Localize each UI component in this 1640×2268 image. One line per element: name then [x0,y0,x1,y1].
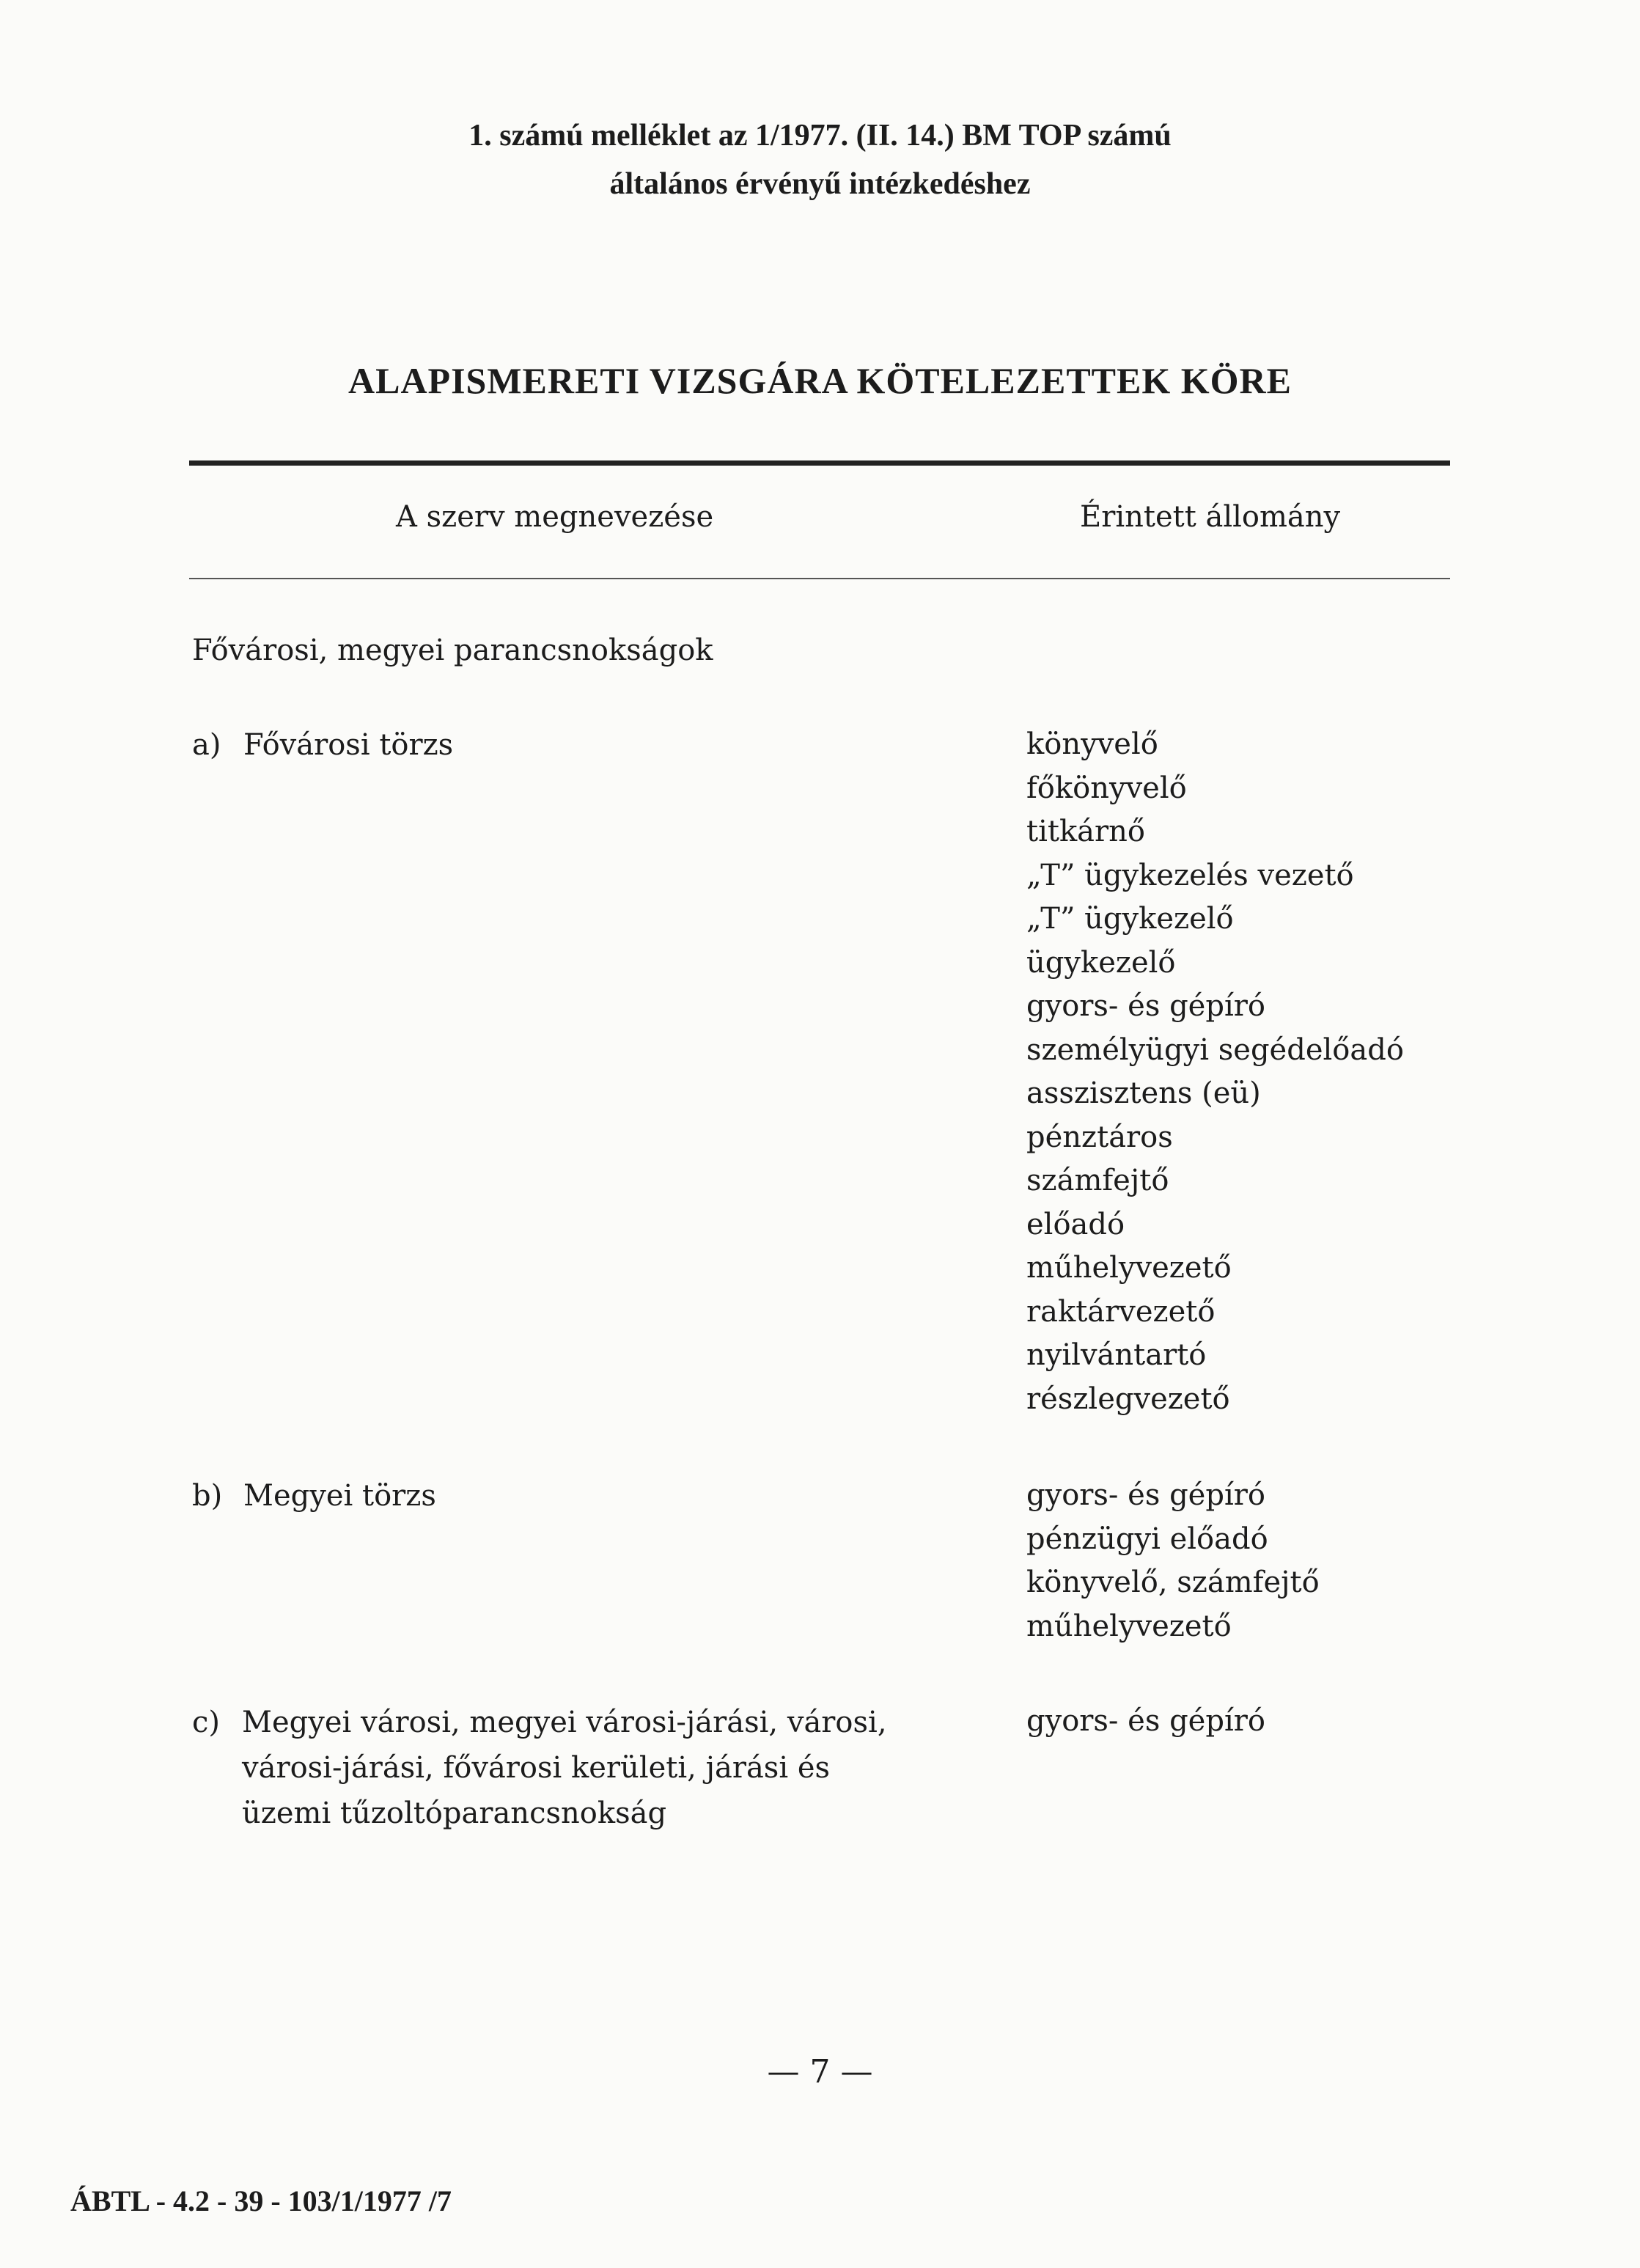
annex-header-line-1: 1. számú melléklet az 1/1977. (II. 14.) BM TOP számú [468,119,1172,153]
role-item: nyilvántartó [1026,1338,1207,1372]
role-item: könyvelő, számfejtő [1026,1566,1320,1599]
archive-reference: ÁBTL - 4.2 - 39 - 103/1/1977 /7 [70,2184,452,2217]
role-item: pénztáros [1026,1120,1173,1154]
annex-header [0,111,1640,208]
group-heading: Fővárosi, megyei parancsnokságok [192,634,713,667]
role-item: „T” ügykezelés vezető [1026,858,1354,892]
role-item: asszisztens (eü) [1026,1076,1261,1110]
section-a-roles [1026,723,1404,1421]
section-a-name: Fővárosi törzs [243,728,454,762]
section-c-mark: c) [192,1706,221,1739]
section-a-mark: a) [192,728,221,762]
role-item: titkárnő [1026,815,1145,848]
role-item: könyvelő [1026,727,1158,761]
section-c-label [192,1700,969,1836]
role-item: személyügyi segédelőadó [1026,1032,1404,1067]
annex-header-line-2: általános érvényű intézkedéshez [609,167,1031,201]
section-b-roles [1026,1474,1320,1648]
role-item: előadó [1026,1207,1125,1241]
section-a-label [192,723,453,767]
role-item: főkönyvelő [1026,771,1187,805]
section-b-mark: b) [192,1479,223,1513]
column-header-organization: A szerv megnevezése [396,500,714,534]
document-title: ALAPISMERETI VIZSGÁRA KÖTELEZETTEK KÖRE [348,360,1292,401]
section-c-name-line-3: üzemi tűzoltóparancsnokság [242,1797,667,1830]
section-b-label [192,1474,436,1518]
section-b-name: Megyei törzs [243,1479,436,1513]
role-item: számfejtő [1026,1164,1169,1197]
table-top-rule [189,460,1450,466]
page-number: — 7 — [767,2053,873,2091]
role-item: részlegvezető [1026,1381,1230,1416]
role-item: ügykezelő [1026,945,1176,980]
section-c-name-line-2: városi-járási, fővárosi kerületi, járási és [242,1751,831,1785]
role-item: raktárvezető [1026,1294,1216,1329]
role-item: műhelyvezető [1026,1251,1232,1285]
role-item: „T” ügykezelő [1026,902,1234,936]
column-header-staff: Érintett állomány [1080,500,1341,534]
section-c-name-line-1: Megyei városi, megyei városi-járási, városi, [242,1706,887,1739]
role-item: gyors- és gépíró [1026,1478,1265,1512]
role-item: műhelyvezető [1026,1609,1232,1643]
section-c-roles [1026,1700,1265,1744]
role-item: gyors- és gépíró [1026,989,1265,1023]
role-item: pénzügyi előadó [1026,1522,1268,1556]
role-item: gyors- és gépíró [1026,1704,1265,1738]
table-header-rule [189,578,1450,579]
